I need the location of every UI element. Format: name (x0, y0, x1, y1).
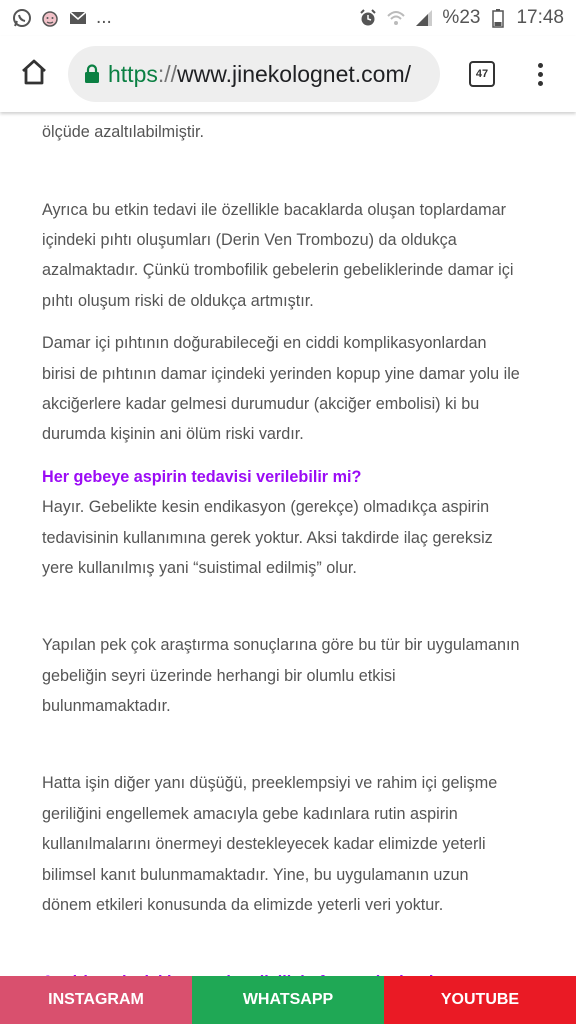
url-bar[interactable] (68, 46, 440, 102)
page-content[interactable] (0, 90, 576, 976)
status-right (358, 7, 564, 29)
whatsapp-icon (12, 8, 32, 28)
tab-switcher-button[interactable] (444, 61, 520, 87)
paragraph (42, 328, 536, 450)
paragraph (42, 492, 536, 583)
paragraph-line: birisi de pıhtının damar içindeki yerinden kopup yine damar yolu ile (42, 364, 520, 383)
paragraph-line: bilimsel kanıt bulunmamaktadır. Yine, bu uygulamanın uzun (42, 865, 469, 884)
signal-icon (414, 8, 434, 28)
url-separator: :// (157, 60, 178, 87)
article-body (0, 87, 576, 1028)
paragraph-line: bulunmamaktadır. (42, 697, 171, 716)
paragraph-line: Damar içi pıhtının doğurabileceği en ciddi komplikasyonlardan (42, 334, 487, 353)
paragraph-line: Ayrıca bu etkin tedavi ile özellikle bacaklarda oluşan toplardamar (42, 200, 506, 219)
paragraph-line: Hayır. Gebelikte kesin endikasyon (gerekçe) olmadıkça aspirin (42, 498, 490, 517)
paragraph-line: kullanılmalarını önermeyi destekleyecek kadar elimizde yeterli (42, 835, 486, 854)
paragraph-line: gebeliğin seyri üzerinde herhangi bir olumlu etkisi (42, 666, 396, 685)
app-notification-icon (40, 8, 60, 28)
section-heading: Her gebeye aspirin tedavisi verilebilir mi? (42, 467, 362, 486)
url-scheme: https (108, 60, 158, 87)
youtube-button[interactable]: YOUTUBE (384, 976, 576, 1024)
paragraph (42, 195, 536, 317)
paragraph-line: içindeki pıhtı oluşumları (Derin Ven Trombozu) da oldukça (42, 231, 457, 250)
paragraph-line: dönem etkileri konusunda da elimizde yeterli veri yoktur. (42, 895, 444, 914)
paragraph (42, 768, 536, 920)
paragraph-line: pıhtı oluşum riski de oldukça artmıştır. (42, 291, 314, 310)
mail-icon (68, 8, 88, 28)
more-notifications-icon: ... (96, 7, 112, 28)
more-vert-icon (538, 63, 543, 86)
paragraph (42, 630, 536, 721)
paragraph-line: geriliğini engellemek amacıyla gebe kadınlara rutin aspirin (42, 804, 458, 823)
paragraph (42, 117, 536, 147)
paragraph-line: Yapılan pek çok araştırma sonuçlarına göre bu tür bir uygulamanın (42, 636, 520, 655)
paragraph-line: akciğerlere kadar gelmesi durumudur (akciğer embolisi) ki bu (42, 395, 480, 414)
battery-percent: %23 (442, 7, 481, 28)
paragraph-line: yere kullanılmış yani “suistimal edilmiş” olur. (42, 559, 357, 578)
clock: 17:48 (516, 7, 564, 28)
paragraph-line: azalmaktadır. Çünkü trombofilik gebelerin gebeliklerinde damar içi (42, 261, 514, 280)
home-icon (19, 57, 49, 92)
battery-icon (488, 8, 508, 28)
status-bar (0, 0, 576, 36)
browser-toolbar (0, 36, 576, 112)
whatsapp-button[interactable]: WHATSAPP (192, 976, 384, 1024)
alarm-icon (358, 8, 378, 28)
paragraph-line: tedavisinin kullanımına gerek yoktur. Aksi takdirde ilaç gereksiz (42, 528, 493, 547)
paragraph-line: Hatta işin diğer yanı düşüğü, preeklempsiyi ve rahim içi gelişme (42, 774, 498, 793)
instagram-button[interactable]: INSTAGRAM (0, 976, 192, 1024)
lock-icon (84, 64, 100, 84)
status-left (12, 7, 112, 29)
url-host: www.jinekolognet.com/ (177, 60, 411, 87)
paragraph-line: durumda kişinin ani ölüm riski vardır. (42, 425, 304, 444)
home-button[interactable] (0, 36, 68, 112)
share-bar (0, 976, 576, 1024)
tab-count: 47 (469, 61, 495, 87)
wifi-icon (386, 8, 406, 28)
menu-button[interactable] (520, 63, 560, 86)
paragraph-line: ölçüde azaltılabilmiştir. (42, 123, 204, 142)
